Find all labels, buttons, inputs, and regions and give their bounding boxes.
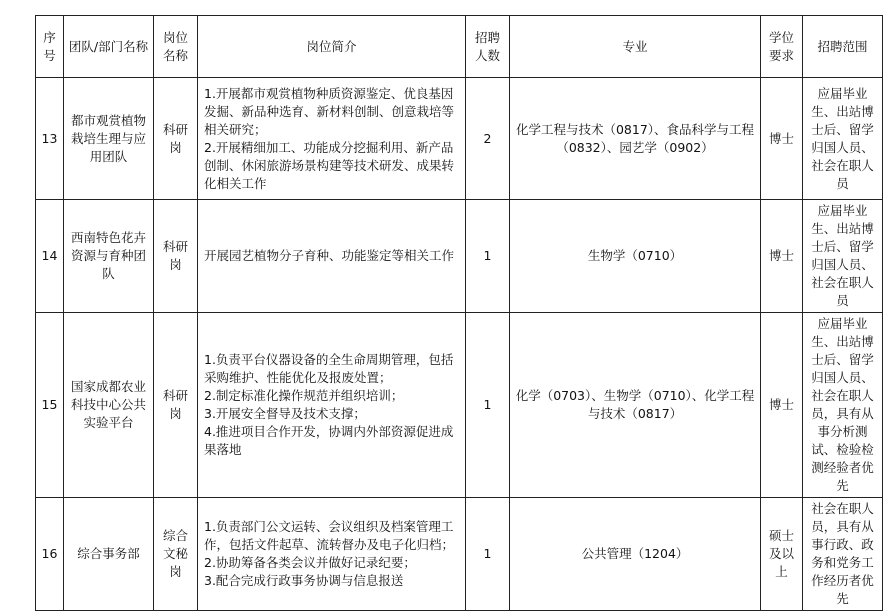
cell-post: 科研岗 [154,78,198,200]
header-scope: 招聘范围 [803,16,883,78]
table-row [36,200,883,313]
cell-degree: 博士 [761,313,803,498]
cell-intro: 开展园艺植物分子育种、功能鉴定等相关工作 [198,200,466,313]
cell-scope: 应届毕业生、出站博士后、留学归国人员、社会在职人员，具有从事分析测试、检验检测经验者优先 [803,313,883,498]
cell-seq: 14 [36,200,64,313]
cell-team: 综合事务部 [64,498,154,611]
cell-intro: 1.负责平台仪器设备的全生命周期管理，包括采购维护、性能优化及报废处置； 2.制定标准化操作规范并组织培训； 3.开展安全督导及技术支撑； 4.推进项目合作开发，协调内外部资源促进成果落地 [198,313,466,498]
cell-seq: 16 [36,498,64,611]
cell-intro: 1.开展都市观赏植物种质资源鉴定、优良基因发掘、新品种选育、新材料创制、创意栽培等相关研究； 2.开展精细加工、功能成分挖掘利用、新产品创制、休闲旅游场景构建等技术研发、成果转化相关工作 [198,78,466,200]
cell-scope: 应届毕业生、出站博士后、留学归国人员、社会在职人员 [803,200,883,313]
cell-team: 西南特色花卉资源与育种团队 [64,200,154,313]
header-major: 专业 [510,16,761,78]
table-header-row [36,16,883,78]
cell-degree: 硕士及以上 [761,498,803,611]
cell-count: 1 [466,200,510,313]
cell-intro: 1.负责部门公文运转、会议组织及档案管理工作，包括文件起草、流转督办及电子化归档； 2.协助筹备各类会议并做好记录纪要； 3.配合完成行政事务协调与信息报送 [198,498,466,611]
recruitment-table [35,15,883,611]
cell-major: 化学（0703）、生物学（0710）、化学工程与技术（0817） [510,313,761,498]
header-team: 团队/部门名称 [64,16,154,78]
cell-count: 1 [466,498,510,611]
cell-team: 都市观赏植物栽培生理与应用团队 [64,78,154,200]
cell-major: 化学工程与技术（0817）、食品科学与工程（0832）、园艺学（0902） [510,78,761,200]
cell-degree: 博士 [761,200,803,313]
cell-count: 2 [466,78,510,200]
cell-seq: 13 [36,78,64,200]
cell-team: 国家成都农业科技中心公共实验平台 [64,313,154,498]
cell-post: 科研岗 [154,313,198,498]
header-degree: 学位要求 [761,16,803,78]
header-count: 招聘人数 [466,16,510,78]
table-row [36,78,883,200]
table-row [36,498,883,611]
cell-post: 科研岗 [154,200,198,313]
cell-degree: 博士 [761,78,803,200]
header-intro: 岗位简介 [198,16,466,78]
table-row [36,313,883,498]
cell-major: 公共管理（1204） [510,498,761,611]
cell-major: 生物学（0710） [510,200,761,313]
cell-scope: 应届毕业生、出站博士后、留学归国人员、社会在职人员 [803,78,883,200]
cell-count: 1 [466,313,510,498]
cell-scope: 社会在职人员，具有从事行政、政务和党务工作经历者优先 [803,498,883,611]
cell-post: 综合文秘岗 [154,498,198,611]
header-post: 岗位名称 [154,16,198,78]
header-seq: 序号 [36,16,64,78]
cell-seq: 15 [36,313,64,498]
